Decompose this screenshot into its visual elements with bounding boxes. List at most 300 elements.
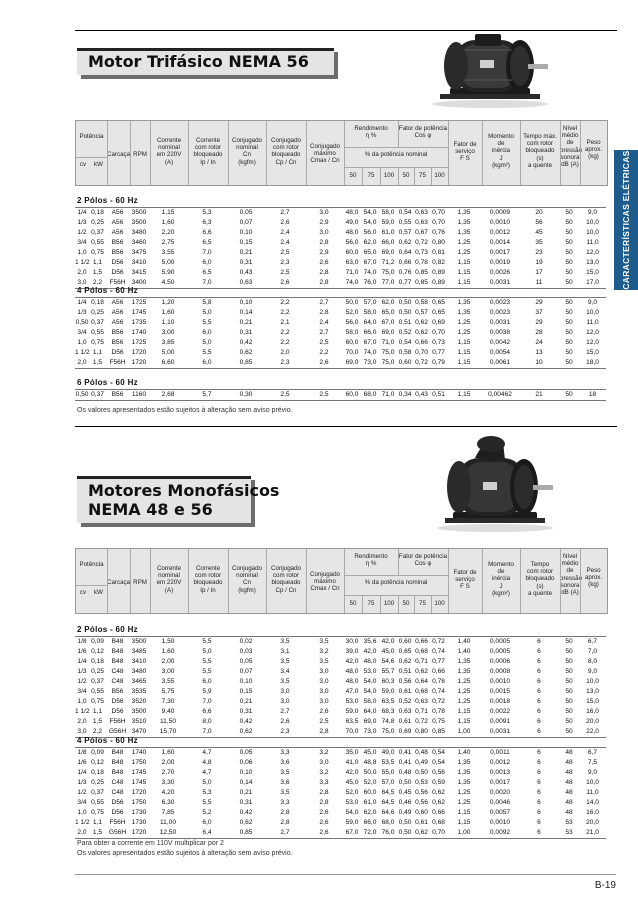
- table-cell: 0,64: [415, 678, 428, 685]
- table-cell: 0,43: [415, 391, 428, 398]
- col-carcaca: Carcaça: [107, 579, 131, 586]
- table-row: [75, 298, 606, 308]
- column-separator: [380, 167, 381, 185]
- table-cell: 6: [537, 829, 541, 836]
- table-cell: 6: [537, 708, 541, 715]
- table-row: [75, 788, 606, 798]
- table-cell: 30,0: [345, 638, 359, 645]
- header-line: (s): [536, 582, 544, 590]
- column-separator: [344, 549, 345, 613]
- col-fator-potencia: [398, 125, 448, 139]
- table-cell: A56: [111, 219, 124, 226]
- table-cell: 50,0: [345, 299, 359, 306]
- table-cell: 1,5: [92, 359, 103, 366]
- table-cell: 11,00: [159, 819, 176, 826]
- table-cell: 0,49: [398, 809, 412, 816]
- table-cell: 0,51: [432, 391, 445, 398]
- table-row: [75, 208, 606, 218]
- table-row: [75, 818, 606, 828]
- table-cell: 3,5: [319, 658, 329, 665]
- table-cell: 29: [535, 319, 543, 326]
- header-line: J: [499, 154, 503, 162]
- table-cell: 1,15: [457, 269, 471, 276]
- table-cell: 0,0012: [489, 759, 511, 766]
- table-cell: 1/4: [77, 299, 87, 306]
- header-line: (kgfm): [238, 586, 256, 594]
- table-cell: 1,25: [457, 789, 471, 796]
- table-cell: 0,50: [398, 309, 412, 316]
- table-cell: 2,6: [319, 829, 329, 836]
- table-cell: 2,75: [161, 239, 175, 246]
- table-cell: 0,63: [398, 708, 412, 715]
- table-cell: 48: [565, 759, 573, 766]
- header-line: em 220V: [156, 579, 182, 587]
- table-cell: 0,80: [415, 728, 428, 735]
- table-cell: 2,5: [280, 249, 290, 256]
- table-cell: 67,0: [345, 829, 359, 836]
- table-cell: 0,50: [75, 391, 89, 398]
- table-cell: 0,25: [91, 219, 104, 226]
- table-cell: 1/8: [77, 749, 87, 756]
- table-cell: 13,0: [586, 259, 599, 266]
- table-cell: 48: [565, 769, 573, 776]
- header-line: aprox.: [584, 146, 603, 154]
- table-cell: 3,0: [280, 688, 290, 695]
- table-cell: 0,0010: [489, 819, 511, 826]
- table-cell: 0,0031: [489, 319, 511, 326]
- table-cell: 3,30: [161, 779, 175, 786]
- table-cell: 50: [565, 391, 573, 398]
- table-cell: 2,2: [280, 299, 290, 306]
- col-pct-nominal: % da potência nominal: [364, 151, 428, 158]
- table-cell: 64,6: [381, 809, 395, 816]
- table-cell: 17,0: [586, 279, 599, 286]
- table-cell: 49,0: [381, 749, 395, 756]
- table-cell: 0,67: [415, 229, 428, 236]
- table-cell: F56H: [109, 359, 126, 366]
- table-cell: 0,10: [239, 229, 253, 236]
- table-cell: 0,25: [91, 668, 104, 675]
- table-cell: 48: [565, 749, 573, 756]
- table-cell: C48: [111, 779, 124, 786]
- note: Para obter a corrente em 110V multiplicar por 2: [77, 840, 224, 847]
- header-line: (A): [164, 158, 174, 166]
- table-cell: 50: [565, 349, 573, 356]
- table-cell: 3400: [131, 279, 147, 286]
- table-cell: 0,50: [75, 319, 89, 326]
- column-separator: [414, 167, 415, 185]
- table-cell: 0,18: [91, 299, 104, 306]
- table-cell: 0,63: [415, 219, 428, 226]
- table-cell: 0,0017: [489, 779, 511, 786]
- table-cell: 2,7: [319, 299, 329, 306]
- table-cell: 1,15: [457, 359, 471, 366]
- table-cell: 0,77: [432, 658, 445, 665]
- col-pct: 100: [383, 600, 395, 607]
- table-row: [75, 268, 606, 278]
- table-cell: 0,45: [398, 789, 412, 796]
- table-cell: 3,1: [280, 648, 290, 655]
- table-cell: 2,6: [280, 219, 290, 226]
- row-separator: [344, 167, 448, 168]
- header-line: Ip / In: [200, 586, 216, 594]
- table-cell: 0,63: [239, 279, 253, 286]
- table-cell: 7,85: [161, 809, 175, 816]
- table-cell: 0,68: [415, 648, 428, 655]
- table-cell: F56H: [109, 718, 126, 725]
- table-cell: 9,0: [587, 209, 598, 216]
- table-cell: 50,0: [363, 769, 377, 776]
- col-rpm: RPM: [133, 579, 147, 586]
- column-separator: [362, 595, 363, 613]
- table-cell: 37: [535, 309, 543, 316]
- table-cell: 2,8: [319, 239, 329, 246]
- table-cell: 4,7: [202, 749, 212, 756]
- table-cell: 74,0: [363, 269, 377, 276]
- table-cell: 75,0: [381, 728, 395, 735]
- row-separator: [76, 157, 107, 158]
- table-cell: 0,55: [91, 329, 104, 336]
- table-cell: 0,05: [239, 749, 253, 756]
- table-cell: D56: [111, 809, 124, 816]
- table-cell: 1,35: [457, 658, 471, 665]
- table-cell: 0,09: [91, 638, 104, 645]
- table-cell: 5,3: [202, 209, 212, 216]
- table-cell: B48: [111, 658, 124, 665]
- table-cell: 50: [565, 728, 573, 735]
- table-cell: 1,1: [92, 708, 103, 715]
- table-cell: 0,58: [415, 299, 428, 306]
- table-cell: 69,0: [381, 329, 395, 336]
- table-cell: 64,5: [381, 789, 395, 796]
- table-cell: 48,0: [363, 658, 377, 665]
- table-cell: 2,8: [319, 309, 329, 316]
- table-cell: 0,76: [398, 269, 412, 276]
- table-cell: 0,42: [239, 718, 253, 725]
- table-cell: 0,69: [398, 728, 412, 735]
- table-cell: 2,8: [319, 799, 329, 806]
- col-corrente-bloqueado: [188, 137, 228, 166]
- column-separator: [150, 121, 151, 185]
- table-cell: 1,15: [457, 718, 471, 725]
- table-cell: 69,0: [345, 359, 359, 366]
- table-cell: C48: [111, 789, 124, 796]
- table-cell: 0,0031: [489, 728, 511, 735]
- table-cell: 1725: [131, 339, 147, 346]
- table-cell: 0,21: [239, 319, 253, 326]
- header-line: Cn: [243, 579, 251, 587]
- table-cell: 15,0: [586, 349, 599, 356]
- table-cell: 50: [565, 698, 573, 705]
- column-separator: [398, 167, 399, 185]
- table-cell: 1,25: [457, 319, 471, 326]
- table-cell: 21,0: [586, 829, 599, 836]
- header-line: Peso: [586, 567, 601, 574]
- table-cell: 0,0057: [489, 809, 511, 816]
- table-cell: 0,60: [415, 809, 428, 816]
- table-cell: 1/8: [77, 638, 87, 645]
- header-line: (kgfm): [238, 158, 256, 166]
- table-cell: 1,40: [457, 749, 471, 756]
- side-tab: CARACTERÍSTICAS ELÉTRICAS: [614, 150, 638, 290]
- table-cell: 4,20: [161, 789, 175, 796]
- table-cell: 2,3: [280, 359, 290, 366]
- header-line: Conjugado: [271, 565, 301, 572]
- table-cell: 35: [535, 239, 543, 246]
- table-cell: 1,1: [92, 259, 103, 266]
- col-fator-servico: [448, 569, 482, 591]
- table-cell: 3,5: [280, 769, 290, 776]
- table-cell: 1,35: [457, 759, 471, 766]
- table-cell: 12,0: [586, 329, 599, 336]
- table-cell: 2,8: [280, 819, 290, 826]
- column-separator: [130, 121, 131, 185]
- table-cell: 0,07: [239, 219, 253, 226]
- table-cell: 0,62: [415, 668, 428, 675]
- header-line: a quente: [527, 161, 553, 169]
- table-cell: 1,5: [92, 829, 103, 836]
- table-cell: 3,2: [319, 648, 329, 655]
- table-cell: 5,90: [161, 269, 175, 276]
- table-cell: 52,0: [363, 779, 377, 786]
- table-cell: 0,63: [415, 698, 428, 705]
- table-cell: 0,12: [91, 759, 104, 766]
- col-conj-nominal: [228, 137, 266, 166]
- table-cell: B56: [111, 239, 124, 246]
- table-cell: 6: [537, 688, 541, 695]
- table-cell: 0,70: [432, 209, 445, 216]
- table-cell: 6,0: [202, 259, 212, 266]
- table-cell: 56,0: [345, 319, 359, 326]
- table-cell: 3480: [131, 229, 147, 236]
- header-line: Nível: [562, 553, 578, 560]
- col-potencia: Potência: [79, 561, 104, 568]
- table-cell: 21: [535, 391, 543, 398]
- table-cell: 5,9: [202, 688, 212, 695]
- table-cell: 9,0: [587, 299, 598, 306]
- col-nivel: [560, 125, 583, 169]
- header-line: J: [499, 582, 503, 590]
- table-cell: 0,89: [432, 269, 445, 276]
- table-cell: 59,0: [381, 688, 395, 695]
- column-separator: [520, 121, 521, 185]
- table-cell: 58,0: [345, 329, 359, 336]
- table-row: [75, 667, 606, 677]
- table-cell: D56: [111, 698, 124, 705]
- header-line: Fator de: [453, 569, 477, 576]
- table-cell: 12,50: [159, 829, 177, 836]
- table-cell: 0,56: [415, 789, 428, 796]
- header-line: Tempo: [530, 561, 550, 568]
- table-cell: 0,0046: [489, 799, 511, 806]
- title-trifasico: Motor Trifásico NEMA 56: [88, 52, 309, 71]
- table-row: [75, 328, 606, 338]
- table-cell: 0,18: [91, 769, 104, 776]
- table-cell: 0,58: [398, 349, 412, 356]
- table-cell: 15,70: [159, 728, 177, 735]
- table-cell: 18: [588, 391, 597, 398]
- table-cell: B56: [111, 391, 124, 398]
- table-cell: 3,0: [319, 668, 329, 675]
- table-cell: 2,8: [319, 728, 329, 735]
- table-cell: 6: [537, 759, 541, 766]
- header-line: inércia: [491, 575, 511, 583]
- col-peso: [580, 139, 607, 161]
- header-line: nominal: [236, 144, 258, 152]
- table-cell: 0,0092: [489, 829, 511, 836]
- table-cell: 1,60: [161, 219, 175, 226]
- table-cell: 66,0: [363, 329, 377, 336]
- table-body: [75, 297, 606, 369]
- table-cell: 59,0: [345, 708, 359, 715]
- table-cell: 0,0054: [489, 349, 511, 356]
- table-cell: 2,2: [280, 339, 290, 346]
- table-cell: 1,35: [457, 299, 471, 306]
- table-cell: 0,65: [432, 309, 445, 316]
- table-cell: 6: [537, 648, 541, 655]
- table-cell: 1740: [131, 749, 147, 756]
- table-cell: 2,6: [319, 819, 329, 826]
- table-cell: 75,0: [381, 359, 395, 366]
- table-cell: 64,0: [363, 319, 377, 326]
- table-cell: 5,7: [202, 391, 212, 398]
- table-cell: 0,66: [415, 339, 428, 346]
- table-cell: D56: [111, 708, 124, 715]
- table-cell: F56H: [109, 819, 126, 826]
- table-row: [75, 248, 606, 258]
- table-row: [75, 808, 606, 818]
- table-cell: 53: [565, 829, 573, 836]
- col-conj-bloqueado: [266, 565, 306, 594]
- header-line: F S: [460, 583, 470, 591]
- col-corrente-bloqueado: [188, 565, 228, 594]
- table-cell: 29: [535, 299, 543, 306]
- table-cell: 66,0: [363, 819, 377, 826]
- table-cell: 17: [535, 269, 543, 276]
- col-pct: 75: [367, 600, 375, 607]
- table-cell: 0,62: [398, 239, 412, 246]
- table-cell: 3475: [131, 249, 147, 256]
- table-cell: 3410: [131, 658, 147, 665]
- table-cell: 0,77: [432, 349, 445, 356]
- table-cell: 42,0: [381, 638, 395, 645]
- table-cell: 1,25: [457, 698, 471, 705]
- table-cell: 1 1/2: [75, 708, 90, 715]
- table-cell: 0,15: [239, 688, 253, 695]
- section-label: 2 Pólos - 60 Hz: [77, 196, 138, 205]
- table-cell: 0,07: [239, 668, 253, 675]
- table-cell: 67,0: [381, 319, 395, 326]
- table-cell: 60,0: [345, 391, 359, 398]
- table-row: [75, 390, 606, 400]
- table-cell: 0,51: [398, 319, 412, 326]
- table-cell: 48,8: [363, 759, 377, 766]
- header-line: bloqueado: [525, 575, 555, 583]
- table-cell: 56,0: [345, 239, 359, 246]
- table-cell: 3,0: [77, 728, 87, 735]
- table-cell: 5,0: [202, 779, 212, 786]
- header-line: de: [566, 139, 574, 147]
- table-cell: 6: [537, 789, 541, 796]
- table-cell: 2,0: [77, 829, 87, 836]
- table-cell: 61,0: [381, 229, 395, 236]
- table-cell: 68,0: [363, 391, 377, 398]
- table-cell: 3/4: [77, 799, 87, 806]
- table-cell: D56: [111, 349, 124, 356]
- table-row: [75, 358, 606, 368]
- table-row: [75, 657, 606, 667]
- table-cell: 0,77: [398, 279, 412, 286]
- table-row: [75, 727, 606, 737]
- table-cell: 13: [535, 349, 543, 356]
- table-cell: 6,0: [202, 329, 212, 336]
- table-body: [75, 389, 606, 401]
- table-cell: 14,0: [586, 799, 599, 806]
- table-cell: 50: [565, 219, 573, 226]
- table-cell: 0,89: [432, 279, 445, 286]
- table-cell: 0,18: [91, 209, 104, 216]
- table-cell: 2,6: [280, 279, 290, 286]
- table-cell: 3,0: [319, 688, 329, 695]
- table-cell: 59,0: [381, 219, 395, 226]
- table-cell: 0,0023: [489, 309, 511, 316]
- table-cell: 16,0: [586, 809, 599, 816]
- table-row: [75, 637, 606, 647]
- column-separator: [228, 549, 229, 613]
- table-cell: 6,5: [202, 239, 212, 246]
- table-cell: 3,00: [161, 668, 175, 675]
- table-cell: 2,9: [319, 249, 329, 256]
- table-cell: 10,0: [586, 779, 599, 786]
- table-cell: 2,6: [319, 359, 329, 366]
- header-line: Rendimento: [354, 125, 388, 132]
- table-cell: 0,10: [239, 769, 253, 776]
- table-cell: 50: [565, 239, 573, 246]
- table-cell: 6: [537, 749, 541, 756]
- table-cell: B48: [111, 648, 124, 655]
- section-rule: [75, 426, 617, 427]
- header-line: Fator de: [453, 141, 477, 148]
- table-row: [75, 318, 606, 328]
- table-cell: 2,5: [319, 339, 329, 346]
- header-line: de: [497, 140, 505, 148]
- table-cell: 3500: [131, 219, 147, 226]
- table-cell: 0,03: [239, 648, 253, 655]
- table-cell: 6,0: [202, 678, 212, 685]
- col-conj-nominal: [228, 565, 266, 594]
- table-cell: 1720: [131, 359, 147, 366]
- header-line: Corrente: [195, 565, 221, 572]
- table-cell: 0,61: [398, 688, 412, 695]
- table-cell: 2,1: [280, 319, 290, 326]
- table-cell: 0,72: [415, 239, 428, 246]
- table-cell: 1,35: [457, 229, 471, 236]
- table-cell: 42,0: [345, 769, 359, 776]
- table-cell: 48: [565, 789, 573, 796]
- table-cell: 2,5: [319, 718, 329, 725]
- table-cell: G56H: [108, 829, 127, 836]
- table-cell: 5,5: [202, 638, 212, 645]
- section-label: 4 Pólos - 60 Hz: [77, 286, 138, 295]
- table-cell: 71,2: [381, 259, 395, 266]
- header-line: Cp / Cn: [275, 158, 297, 166]
- table-cell: B48: [111, 769, 124, 776]
- table-cell: 1,25: [457, 249, 471, 256]
- table-cell: 58,0: [363, 698, 377, 705]
- header-line: serviço: [455, 148, 475, 156]
- table-cell: 0,55: [398, 219, 412, 226]
- table-cell: 0,62: [239, 728, 253, 735]
